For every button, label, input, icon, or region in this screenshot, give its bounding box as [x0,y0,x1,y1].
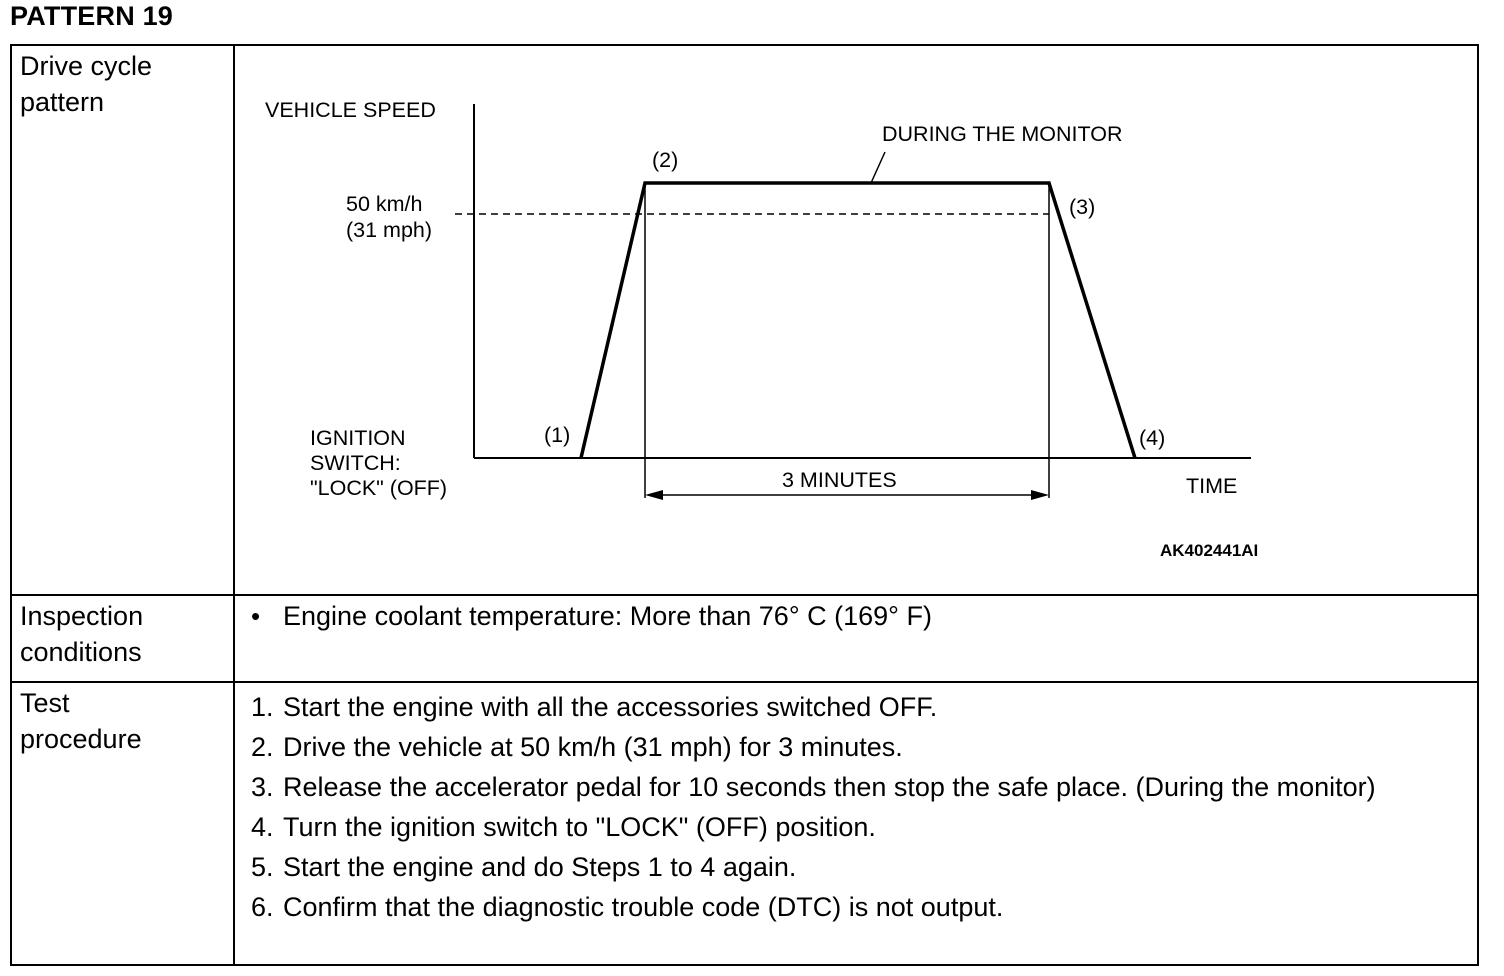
procedure-step [251,769,1477,805]
step-text: Turn the ignition switch to "LOCK" (OFF) position. [283,812,876,842]
step-number: 2. [251,732,274,762]
step-number: 5. [251,852,274,882]
procedure-step [251,809,1477,845]
procedure-row [11,682,1478,965]
ignition-label-line: SWITCH: [310,451,401,475]
monitor-label: DURING THE MONITOR [882,122,1123,146]
drive-cycle-diagram-cell [234,45,1478,595]
step-number: 1. [251,692,274,722]
ignition-label-line: IGNITION [310,426,406,450]
list-item [251,600,1477,632]
drive-cycle-label-line: Drive cycle [20,51,153,81]
y-axis-label: VEHICLE SPEED [265,98,436,122]
procedure-content [234,682,1478,965]
procedure-label-line: procedure [20,724,142,754]
procedure-step [251,889,1477,925]
step-text: Release the accelerator pedal for 10 seconds then stop the safe place. (During the monitor) [283,772,1376,802]
pattern-table [10,44,1479,966]
procedure-step [251,729,1477,765]
inspection-content [234,595,1478,682]
step-text: Drive the vehicle at 50 km/h (31 mph) for 3 minutes. [283,732,903,762]
step-number: 3. [251,772,274,802]
point-4-label: (4) [1139,426,1166,450]
page-title: PATTERN 19 [10,1,174,31]
point-1-label: (1) [544,423,571,447]
procedure-label [11,682,234,965]
x-axis-label: TIME [1186,474,1238,498]
speed-label-kmh: 50 km/h [346,192,423,216]
inspection-label-line: Inspection [20,601,144,631]
inspection-condition: Engine coolant temperature: More than 76° C (169° F) [283,601,932,631]
speed-profile-line [581,183,1135,458]
monitor-leader-line [871,152,885,183]
duration-label: 3 MINUTES [782,468,897,492]
step-number: 4. [251,812,274,842]
drive-cycle-label-line: pattern [20,87,105,117]
inspection-row [11,595,1478,682]
step-text: Start the engine with all the accessories switched OFF. [283,692,938,722]
point-3-label: (3) [1069,195,1096,219]
drive-cycle-label [11,45,234,595]
procedure-step [251,689,1477,725]
step-text: Start the engine and do Steps 1 to 4 again. [283,852,797,882]
step-text: Confirm that the diagnostic trouble code (DTC) is not output. [283,892,1004,922]
drive-cycle-diagram [235,46,1494,594]
duration-arrow-left-head [645,490,663,500]
procedure-step [251,849,1477,885]
point-2-label: (2) [652,148,679,172]
speed-label-mph: (31 mph) [346,218,433,242]
drive-cycle-row [11,45,1478,595]
duration-arrow-right-head [1031,490,1049,500]
bullet-icon: • [251,601,261,631]
inspection-label-line: conditions [20,637,142,667]
procedure-label-line: Test [20,688,70,718]
figure-id: AK402441AI [1160,541,1259,560]
step-number: 6. [251,892,274,922]
inspection-label [11,595,234,682]
ignition-label-line: "LOCK" (OFF) [310,476,448,500]
